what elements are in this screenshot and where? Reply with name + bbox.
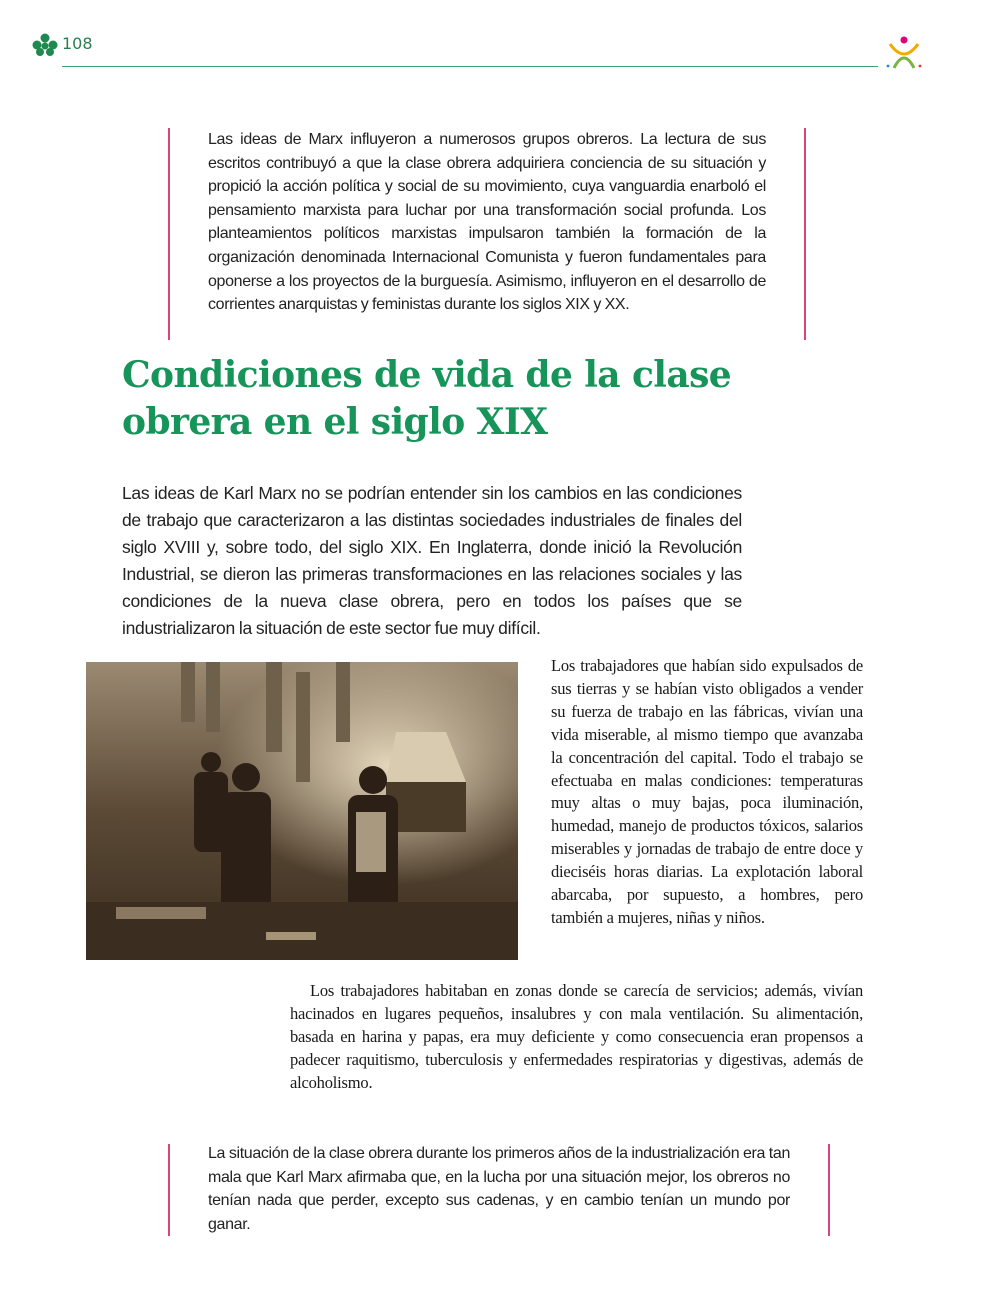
- quote-right-bar: [828, 1144, 830, 1236]
- stylized-figure-emblem-icon: [884, 34, 924, 72]
- factory-workers-photo: [86, 662, 518, 960]
- clover-cluster-icon: [30, 32, 60, 58]
- intro-paragraph: Las ideas de Karl Marx no se podrían entender sin los cambios en las condiciones de trabajo que caracterizaron a las distintas sociedades industriales de finales del siglo XVIII y, sobre todo, del siglo XIX. En Inglaterra, donde inició la Revolución Industrial, se dieron las primeras transformaciones en las relaciones sociales y las condiciones de la nueva clase obrera, pero en todos los países que se industrializaron la situación de este sector fue muy difícil.: [122, 483, 742, 638]
- quote-right-bar: [804, 128, 806, 340]
- quote-left-bar: [168, 1144, 170, 1236]
- page-number: 108: [62, 34, 93, 53]
- quote-left-bar: [168, 128, 170, 340]
- header-rule: [62, 66, 878, 67]
- body-paragraph-2: Los trabajadores habitaban en zonas donde se carecía de servicios; además, vivían hacinados en lugares pequeños, insalubres y con mala ventilación. Su alimentación, basada en harina y papas, era muy deficiente y como consecuencia eran propensos a padecer raquitismo, tuberculosis y enfermedades respiratorias y digestivas, además de alcoholismo.: [290, 981, 863, 1092]
- body-paragraph-1: Los trabajadores que habían sido expulsados de sus tierras y se habían visto obligados a vender su fuerza de trabajo en las fábricas, vivían una vida miserable, al mismo tiempo que avanzaba la concentración del capital. Todo el trabajo se efectuaba en malas condiciones: temperaturas muy altas o muy bajas, poca iluminación, humedad, manejo de productos tóxicos, salarios miserables y jornadas de trabajo de entre doce y dieciséis horas diarias. La explotación laboral abarcaba, por supuesto, a hombres, pero también a mujeres, niñas y niños.: [551, 656, 863, 927]
- quote-bottom-text: La situación de la clase obrera durante los primeros años de la industrialización era tan mala que Karl Marx afirmaba que, en la lucha por una situación mejor, los obreros no tenían nada que perder, excepto sus cadenas, y en cambio tenían un mundo por ganar.: [208, 1145, 790, 1233]
- quote-top-text: Las ideas de Marx influyeron a numerosos grupos obreros. La lectura de sus escritos contribuyó a que la clase obrera adquiriera conciencia de su situación y propició la acción política y social de su movimiento, cuya vanguardia enarboló el pensamiento marxista para luchar por una transformación social profunda. Los planteamientos políticos marxistas impulsaron también la formación de la organización denominada Internacional Comunista y fueron fundamentales para oponerse a los proyectos de la burguesía. Asimismo, influyeron en el desarrollo de corrientes anarquistas y feministas durante los siglos XIX y XX.: [208, 131, 766, 314]
- section-heading: Condiciones de vida de la clase obrera en el siglo XIX: [122, 354, 732, 443]
